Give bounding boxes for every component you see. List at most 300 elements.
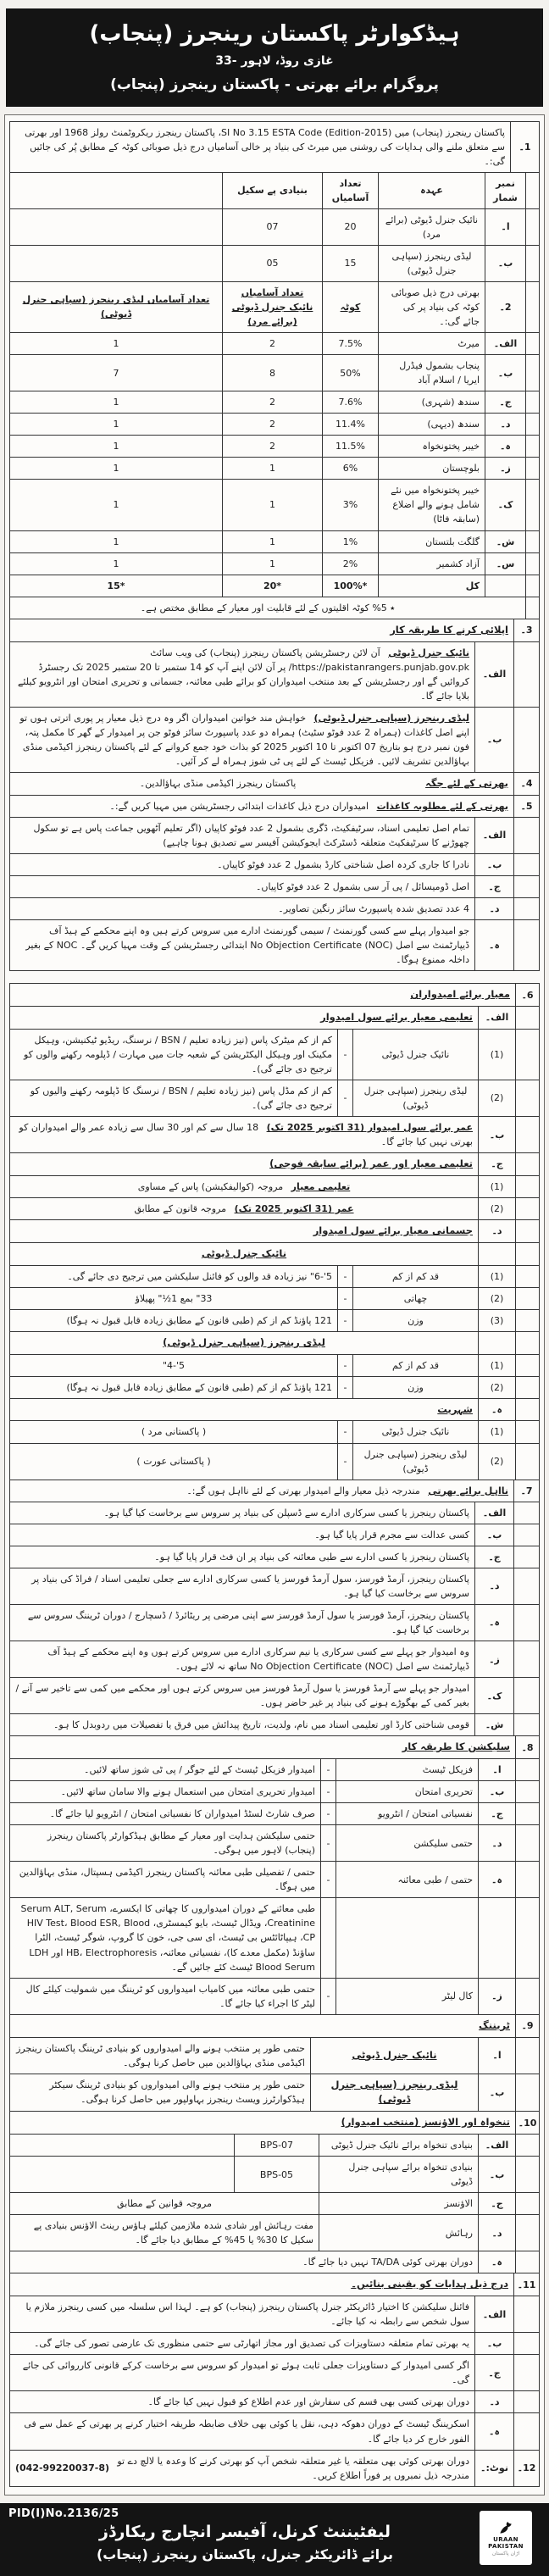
instruction-row — [10, 2355, 540, 2391]
quota-pct: 11.4% — [323, 414, 379, 436]
item-serial: الف۔ — [475, 641, 514, 707]
quota-pct: 2% — [323, 552, 379, 575]
empty-cell — [514, 920, 540, 971]
item-serial: د۔ — [475, 1568, 514, 1604]
empty-cell — [514, 1604, 540, 1641]
quota-pct: 3% — [323, 480, 379, 530]
quota-region: میرٹ — [379, 333, 485, 355]
item-text: پاکستان رینجرز، آرمڈ فورسز، سول آرمڈ فورسز یا کسی سرکاری ادارے سے جعلی تعلیمی اسناد / فراڈ کی بنیاد پر سروس سے برخاست کیا گیا ہو۔ — [10, 1568, 475, 1604]
pay-row — [10, 2135, 540, 2157]
place-text: پاکستان رینجرز اکیڈمی منڈی بہاؤالدین۔ — [139, 778, 297, 790]
minority-note — [10, 597, 526, 619]
item-text: خواہش مند خواتین امیدواران اگر وہ درج ذیل معیار پر پوری اترتی ہوں تو اپنے اصل کاغذات (ہمراہ 2 عدد فوٹو سٹیٹ) ہمراہ دو عدد پاسپورٹ سائز فوٹو جن پر امیدوار کے گھر کا مکمل پتہ، فون نمبر درج ہو بتاریخ 07 اکتوبر تا 10 اکتوبر 2025 کو بذات خود جمع کروانے کے لئے پاکستان رینجرز اکیڈمی منڈی بہاؤالدین تشریف لائیں۔ فزیکل ٹیسٹ کے لئے پی ٹی شوز ہمراہ لے کر آئیں۔ — [19, 712, 469, 767]
quota-serial: ج۔ — [485, 391, 526, 414]
post-row — [10, 245, 540, 281]
pay-text: مفت رہائش اور شادی شدہ ملازمین کیلئے ہاؤس رینٹ الاؤنس بنیادی پے سکیل کا 30% یا 45% کے مطابق دیا جائے گا۔ — [10, 2215, 319, 2251]
empty-cell — [514, 1568, 540, 1604]
criteria-row — [10, 1354, 540, 1376]
section-number: 10۔ — [516, 2112, 540, 2135]
empty-cell — [516, 1825, 540, 1862]
criteria-row — [10, 1309, 540, 1331]
criteria-label: قد کم از کم — [353, 1354, 479, 1376]
sub-serial: (1) — [479, 1265, 516, 1287]
quota-female: 1 — [10, 436, 223, 458]
allowances-row — [10, 2193, 540, 2215]
empty-cell — [516, 1759, 540, 1781]
item-text: وہ امیدوار جو پہلے سے کسی سرکاری یا نیم سرکاری ادارے میں سروس کرتے ہوں وہ اپنے محکمے کے ہیڈ آف ڈیپارٹمنٹ سے اصل No Objection Certificate (NOC) ساتھ نہ لائے ہوں۔ — [10, 1641, 475, 1678]
pay-text: مروجہ قوانین کے مطابق — [10, 2193, 319, 2215]
ineligibility-row — [10, 1568, 540, 1604]
posts-quota-table — [9, 172, 540, 619]
age-row — [10, 1117, 540, 1153]
section-title-cell — [10, 2014, 516, 2037]
quota-male: 1 — [223, 458, 323, 480]
empty-cell — [516, 1117, 540, 1153]
item-heading: تعلیمی معیار — [291, 1180, 351, 1192]
empty-cell — [514, 1546, 540, 1568]
empty-cell — [514, 2355, 540, 2391]
criteria-table — [9, 983, 540, 1480]
item-serial: ہ۔ — [475, 920, 514, 971]
empty-cell — [485, 575, 526, 597]
ineligibility-row — [10, 1714, 540, 1736]
subsection-title: جسمانی معیار برائے سول امیدوار — [313, 1224, 473, 1236]
selection-label: تحریری امتحان — [336, 1781, 479, 1803]
item-serial: ب۔ — [479, 1781, 516, 1803]
criteria-text: ( پاکستانی مرد ) — [10, 1421, 338, 1443]
criteria-label: نائیک جنرل ڈیوٹی — [353, 1029, 479, 1080]
section-number: 5۔ — [514, 795, 540, 817]
section-title: اپلائی کرنے کا طریقہ کار — [390, 623, 508, 636]
quota-pct: 11.5% — [323, 436, 379, 458]
selection-label: حتمی / طبی معائنہ — [336, 1862, 479, 1898]
quota-female: 1 — [10, 530, 223, 552]
selection-text: حتمی سلیکشن ہدایت اور معیار کے مطابق ہیڈکوارٹر پاکستان رینجرز (پنجاب) لاہور میں ہوگی۔ — [10, 1825, 321, 1862]
empty-cell — [516, 1265, 540, 1287]
item-serial: ہ۔ — [479, 2251, 516, 2273]
training-row — [10, 2037, 540, 2074]
empty-cell — [516, 1153, 540, 1176]
quota-row — [10, 530, 540, 552]
dash-separator: - — [338, 1376, 353, 1398]
empty-cell — [516, 1398, 540, 1421]
empty-cell — [479, 1898, 516, 1978]
item-text: پاکستان رینجرز یا کسی سرکاری ادارے سے ڈسپلن کی بنیاد پر سروس سے برخاست کیا گیا ہو۔ — [10, 1502, 475, 1524]
empty-cell — [516, 2037, 540, 2074]
post-row — [10, 208, 540, 245]
minority-note-text: 5% کوٹہ اقلیتوں کے لئے قابلیت اور معیار کے مطابق مختص ہے۔ — [140, 602, 387, 613]
empty-cell — [526, 391, 540, 414]
empty-cell — [526, 458, 540, 480]
recruitment-place-table — [9, 772, 540, 796]
item-serial: ج۔ — [479, 1153, 516, 1176]
section-title-cell — [10, 795, 514, 817]
note-table — [9, 2450, 540, 2487]
empty-cell — [514, 1524, 540, 1546]
item-text: تمام اصل تعلیمی اسناد، سرٹیفکیٹ، ڈگری بشمول 2 عدد فوٹو کاپیاں (اگر تعلیم آٹھویں جماعت پاس ہے تو سکول چھوڑنے کا سرٹیفکیٹ متعلقہ ڈسٹرکٹ ایجوکیشن آفیسر سے تصدیق ہونا چاہیے) — [10, 817, 475, 853]
sub-serial: (3) — [479, 1309, 516, 1331]
post-serial: ا۔ — [485, 208, 526, 245]
total-label: کل — [379, 575, 485, 597]
section-number: 9۔ — [516, 2014, 540, 2037]
section-title: سلیکشن کا طریقہ کار — [402, 1740, 510, 1753]
item-serial: ک۔ — [475, 1678, 514, 1714]
quota-row — [10, 480, 540, 530]
section-title-cell — [10, 1736, 516, 1759]
item-text: پاکستان رینجرز، آرمڈ فورسز یا سول آرمڈ فورسز سے اپنی مرضی پر ریٹائرڈ / ڈسچارج / دوران ٹریننگ سروس سے برخاست کیا گیا ہو۔ — [10, 1604, 475, 1641]
sub-serial: (2) — [479, 1287, 516, 1309]
item-serial: ب۔ — [475, 1524, 514, 1546]
signatory-title: لیفٹیننٹ کرنل، آفیسر انچارج ریکارڈز — [99, 2523, 391, 2542]
empty-cell — [10, 208, 223, 245]
item-serial: د۔ — [475, 2391, 514, 2413]
empty-cell — [526, 333, 540, 355]
empty-cell — [516, 2193, 540, 2215]
item-serial: ج۔ — [479, 2193, 516, 2215]
intro-table — [9, 121, 540, 173]
empty-cell — [526, 575, 540, 597]
item-text: یہ بھرتی تمام متعلقہ دستاویزات کی تصدیق اور مجاز اتھارٹی سے حتمی منظوری تک عارضی تصور کی جائے گی۔ — [10, 2333, 475, 2355]
ineligibility-row — [10, 1524, 540, 1546]
item-serial: ج۔ — [475, 2355, 514, 2391]
criteria-text: کم از کم میٹرک پاس (نیز زیادہ تعلیم / BSN / نرسنگ، ریڈیو ٹیکنیشن، وہیکل مکینک اور وہیکل الیکٹریشن کے شعبہ جات میں مہارت / ڈپلومہ رکھنے والوں کو ترجیح دی جائے گی)۔ — [10, 1029, 338, 1080]
pay-table — [9, 2111, 540, 2273]
physical-criteria-title — [10, 1220, 479, 1243]
quota-col-header: کوٹہ — [323, 281, 379, 332]
empty-cell — [514, 2333, 540, 2355]
subsection-title: تعلیمی معیار اور عمر (برائے سابقہ فوجی) — [269, 1158, 473, 1170]
selection-row — [10, 1759, 540, 1781]
quota-female: 1 — [10, 552, 223, 575]
item-text: کسی عدالت سے مجرم قرار پایا گیا ہو۔ — [10, 1524, 475, 1546]
pay-row — [10, 2157, 540, 2193]
total-male: 20* — [223, 575, 323, 597]
empty-cell — [516, 1309, 540, 1331]
dash-separator: - — [338, 1354, 353, 1376]
empty-cell — [479, 1242, 516, 1265]
total-row — [10, 575, 540, 597]
selection-label: کال لیٹر — [336, 1978, 479, 2014]
quota-pct: 50% — [323, 355, 379, 391]
dash-separator: - — [338, 1265, 353, 1287]
item-serial: ج۔ — [475, 875, 514, 897]
item-text: 4 عدد تصدیق شدہ پاسپورٹ سائز رنگین تصاویر۔ — [10, 897, 475, 919]
empty-cell — [516, 1443, 540, 1480]
empty-cell — [10, 172, 223, 208]
empty-cell — [514, 853, 540, 875]
section-intro: مندرجہ ذیل معیار والے امیدوار بھرتی کے لئے نااہل ہوں گے:۔ — [186, 1485, 420, 1496]
section-number: 8۔ — [516, 1736, 540, 1759]
empty-cell — [526, 355, 540, 391]
section-number: 4۔ — [514, 772, 540, 795]
empty-cell — [10, 2135, 235, 2157]
empty-cell — [526, 597, 540, 619]
sub-serial: (2) — [479, 1443, 516, 1480]
selection-text: امیدوار فزیکل ٹیسٹ کے لئے جوگر / پی ٹی شوز ساتھ لائیں۔ — [10, 1759, 321, 1781]
empty-cell — [514, 897, 540, 919]
post-serial: ب۔ — [485, 245, 526, 281]
item-serial: ا۔ — [479, 2037, 516, 2074]
empty-cell — [516, 1197, 540, 1219]
criteria-row — [10, 1197, 540, 1219]
empty-cell — [514, 2391, 540, 2413]
quota-serial: ک۔ — [485, 480, 526, 530]
dash-separator: - — [321, 1978, 336, 2014]
body-frame — [4, 114, 545, 2496]
ex-army-edu-cell — [10, 1175, 479, 1197]
subsection-title: شہریت — [437, 1402, 473, 1415]
training-text: حتمی طور پر منتخب ہونے والے امیدواروں کو بنیادی ٹریننگ پاکستان رینجرز اکیڈمی منڈی بہاؤالدین میں حاصل کرنا ہوگی۔ — [10, 2037, 311, 2074]
section-number: 3۔ — [514, 619, 540, 641]
pay-label: الاؤنسز — [319, 2193, 479, 2215]
asterisk-mark: ٭ — [390, 602, 396, 613]
ineligibility-row — [10, 1502, 540, 1524]
empty-cell — [526, 552, 540, 575]
criteria-label: وزن — [353, 1309, 479, 1331]
quota-pct: 7.5% — [323, 333, 379, 355]
note-cell — [10, 2450, 475, 2486]
section-title: نااہل برائے بھرتی — [428, 1485, 508, 1496]
dash-separator: - — [338, 1029, 353, 1080]
quota-serial: د۔ — [485, 414, 526, 436]
criteria-text: 5'-6" نیز زیادہ قد والوں کو فائنل سلیکشن میں ترجیح دی جائے گی۔ — [10, 1265, 338, 1287]
dash-separator: - — [321, 1781, 336, 1803]
section-number: 6۔ — [516, 984, 540, 1007]
section-title: ٹریننگ — [479, 2018, 510, 2031]
criteria-label: چھاتی — [353, 1287, 479, 1309]
ineligibility-row — [10, 1641, 540, 1678]
pay-label: بنیادی تنخواہ برائے سپاہی جنرل ڈیوٹی — [319, 2157, 479, 2193]
quota-serial: ز۔ — [485, 458, 526, 480]
item-serial: ب۔ — [479, 2157, 516, 2193]
intro-text: پاکستان رینجرز (پنجاب) میں SI No 3.15 ESTA Code (Edition-2015)، پاکستان رینجرز ریکروٹمنٹ رولز 1968 اور بھرتی سے متعلق ملنے والی ہدایات کی روشنی میں میرٹ کی بنیاد پر خالی آسامیاں درج ذیل صوبائی کوٹہ کے مطابق پُر کی جائیں گی:۔ — [10, 121, 511, 172]
selection-label: نفسیاتی امتحان / انٹرویو — [336, 1803, 479, 1825]
item-serial: ج۔ — [475, 1546, 514, 1568]
post-name: لیڈی رینجرز (سپاہی جنرل ڈیوٹی) — [379, 245, 485, 281]
sub-serial: (2) — [479, 1080, 516, 1116]
empty-cell — [516, 2135, 540, 2157]
male-col-header: تعداد آسامیاں نائیک جنرل ڈیوٹی (برائے مرد) — [223, 281, 323, 332]
item-heading: عمر برائے سول امیدوار (31 اکتوبر 2025 تک) — [266, 1122, 473, 1133]
item-text: پاکستان رینجرز یا کسی ادارے سے طبی معائنہ کی بنیاد پر ان فٹ قرار پایا گیا ہو۔ — [10, 1546, 475, 1568]
item-serial: ب۔ — [475, 707, 514, 772]
logo-text-line1: URAAN — [493, 2535, 518, 2543]
tada-row — [10, 2251, 540, 2273]
selection-row — [10, 1781, 540, 1803]
quota-female: 1 — [10, 458, 223, 480]
criteria-row — [10, 1443, 540, 1480]
item-serial: ہ۔ — [479, 1862, 516, 1898]
item-serial: الف۔ — [475, 817, 514, 853]
item-serial: ب۔ — [479, 2074, 516, 2112]
empty-cell — [516, 1803, 540, 1825]
item-text: جو امیدوار پہلے سے کسی گورنمنٹ / سیمی گورنمنٹ ادارے میں سروس کرتے ہیں وہ اپنے محکمے کے ہیڈ آف ڈیپارٹمنٹ سے اصل No Objection Certificate (NOC) ابتدائی رجسٹریشن کے وقت مہیا کریں گے۔ NOC کے بغیر داخلہ ممنوع ہوگا۔ — [10, 920, 475, 971]
item-text: 18 سال سے کم اور 30 سال سے زیادہ عمر والے امیدواران کو بھرتی نہیں کیا جائے گا۔ — [19, 1122, 473, 1148]
org-title: ہیڈکوارٹر پاکستان رینجرز (پنجاب) — [89, 21, 460, 47]
instruction-row — [10, 2333, 540, 2355]
quota-serial: الف۔ — [485, 333, 526, 355]
empty-cell — [516, 1287, 540, 1309]
quota-serial: س۔ — [485, 552, 526, 575]
item-text: آن لائن رجسٹریشن پاکستان رینجرز (پنجاب) کی ویب سائٹ https://pakistanrangers.punjab.gov.pk/ پر آن لائن اپنے آپ کو 14 ستمبر تا 20 ستمبر 2025 تک رجسٹرڈ کروائیں گے اور رجسٹریشن کے بعد منتخب امیدواران کو برائے طبی معائنہ، جسمانی و تحریری امتحان اور انٹرویو کیلئے بلایا جائے گا۔ — [17, 647, 469, 702]
selection-text: امیدوار تحریری امتحان میں استعمال ہونے والا سامان ساتھ لائیں۔ — [10, 1781, 321, 1803]
empty-cell — [516, 1978, 540, 2014]
ineligibility-row — [10, 1546, 540, 1568]
quota-male: 8 — [223, 355, 323, 391]
criteria-label: وزن — [353, 1376, 479, 1398]
criteria-text: 5'-4" — [10, 1354, 338, 1376]
dash-separator: - — [338, 1443, 353, 1480]
training-row — [10, 2074, 540, 2112]
quota-region: گلگت بلتستان — [379, 530, 485, 552]
empty-cell — [526, 172, 540, 208]
section-title-cell — [10, 1480, 514, 1502]
empty-cell — [516, 1242, 540, 1265]
subsection-title: تعلیمی معیار برائے سول امیدوار — [320, 1010, 473, 1023]
group-title: لیڈی رینجرز (سپاہی جنرل ڈیوٹی) — [163, 1335, 325, 1348]
sub-serial: (1) — [479, 1175, 516, 1197]
empty-cell — [526, 281, 540, 332]
quota-region: آزاد کشمیر — [379, 552, 485, 575]
item-text: اگر کسی امیدوار کے دستاویزات جعلی ثابت ہوئے تو امیدوار کو سروس سے برخاست کرکے قانونی کارروائی کی جائے گی۔ — [10, 2355, 475, 2391]
pay-scale-value: BPS-07 — [235, 2135, 319, 2157]
place-cell — [10, 772, 514, 795]
instruction-row — [10, 2296, 540, 2333]
document-row — [10, 853, 540, 875]
post-scale: 05 — [223, 245, 323, 281]
quota-female: 1 — [10, 391, 223, 414]
criteria-label: لیڈی رینجرز (سپاہی جنرل ڈیوٹی) — [353, 1080, 479, 1116]
item-text: اسکریننگ ٹیسٹ کے دوران دھوکہ دہی، نقل یا کوئی بھی خلاف ضابطہ طریقہ اختیار کرنے پر بھرتی کے عمل سے فی الفور خارج کر دیا جائے گا۔ — [10, 2413, 475, 2450]
section-title: تنخواہ اور الاؤنسز (منتخب امیدوار) — [341, 2116, 510, 2129]
report-phone-number: (042-99220037-8) — [15, 2462, 110, 2474]
item-serial: ز۔ — [479, 1978, 516, 2014]
dash-separator: - — [321, 1759, 336, 1781]
training-label — [311, 2037, 479, 2074]
quota-female: 7 — [10, 355, 223, 391]
empty-cell — [516, 1421, 540, 1443]
empty-cell — [516, 1354, 540, 1376]
item-text: دوران بھرتی کسی بھی قسم کی سفارش اور عدم اطلاع کو قبول نہیں کیا جائے گا۔ — [10, 2391, 475, 2413]
masthead — [6, 8, 543, 107]
criteria-row — [10, 1376, 540, 1398]
empty-cell — [516, 2074, 540, 2112]
item-serial: ز۔ — [475, 1641, 514, 1678]
item-serial: ب۔ — [475, 853, 514, 875]
criteria-row — [10, 1421, 540, 1443]
ineligibility-table — [9, 1480, 540, 1737]
section-number: 2۔ — [485, 281, 526, 332]
item-heading: لیڈی رینجرز (سپاہی جنرل ڈیوٹی) — [313, 712, 469, 724]
documents-table — [9, 795, 540, 971]
apply-row — [10, 641, 540, 707]
quota-region: خیبر پختونخواہ میں نئے شامل ہونے والے اضلاع (سابقہ فاٹا) — [379, 480, 485, 530]
quota-pct: 7.6% — [323, 391, 379, 414]
item-heading: نائیک جنرل ڈیوٹی — [388, 647, 469, 658]
item-serial: ش۔ — [475, 1714, 514, 1736]
medical-tests-row — [10, 1898, 540, 1978]
training-post: نائیک جنرل ڈیوٹی — [352, 2048, 437, 2061]
empty-cell — [514, 641, 540, 707]
age-cell — [10, 1117, 479, 1153]
note-text: دوران بھرتی کوئی بھی متعلقہ یا غیر متعلقہ شخص آپ کو بھرتی کرنے کا وعدہ یا لالچ دے تو مندرجہ ذیل نمبروں پر فوراً اطلاع کریں۔ — [117, 2455, 469, 2481]
section-title: درج ذیل ہدایات کو یقینی بنائیں۔ — [351, 2278, 508, 2290]
empty-cell — [514, 1678, 540, 1714]
criteria-text: ( پاکستانی عورت ) — [10, 1443, 338, 1480]
footer-bar — [0, 2503, 549, 2576]
quota-male: 2 — [223, 414, 323, 436]
quota-male: 1 — [223, 530, 323, 552]
dash-separator: - — [338, 1080, 353, 1116]
selection-label: حتمی سلیکشن — [336, 1825, 479, 1862]
section-title-cell — [10, 619, 514, 641]
selection-row — [10, 1978, 540, 2014]
quota-pct: 1% — [323, 530, 379, 552]
ineligibility-row — [10, 1604, 540, 1641]
quota-row — [10, 414, 540, 436]
criteria-text: 121 پاؤنڈ کم از کم (طبی قانون کے مطابق زیادہ قابل قبول نہ ہوگا) — [10, 1309, 338, 1331]
criteria-row — [10, 1175, 540, 1197]
item-serial: الف۔ — [475, 2296, 514, 2333]
sub-serial: (1) — [479, 1029, 516, 1080]
quota-region: سندھ (شہری) — [379, 391, 485, 414]
pay-scale-value: BPS-05 — [235, 2157, 319, 2193]
citizenship-title — [10, 1398, 479, 1421]
item-text: نادرا کا جاری کردہ اصل شناختی کارڈ بشمول 2 عدد فوٹو کاپیاں۔ — [10, 853, 475, 875]
training-table — [9, 2014, 540, 2112]
signatory-for: برائے ڈائریکٹر جنرل، پاکستان رینجرز (پنجاب) — [96, 2545, 394, 2562]
criteria-text: 121 پاؤنڈ کم از کم (طبی قانون کے مطابق زیادہ قابل قبول نہ ہوگا) — [10, 1376, 338, 1398]
item-serial: ب۔ — [475, 2333, 514, 2355]
edu-criteria-title — [10, 1006, 479, 1029]
criteria-label: نائیک جنرل ڈیوٹی — [353, 1421, 479, 1443]
empty-cell — [514, 2296, 540, 2333]
section-number: 7۔ — [514, 1480, 540, 1502]
col-header-serial: نمبر شمار — [485, 172, 526, 208]
section-title-cell — [10, 2112, 516, 2135]
quota-region: سندھ (دیہی) — [379, 414, 485, 436]
section-title: بھرتی کے لئے جگہ — [425, 776, 508, 789]
item-serial: د۔ — [479, 2215, 516, 2251]
quota-region: بلوچستان — [379, 458, 485, 480]
item-serial: الف۔ — [475, 1502, 514, 1524]
pay-text: دوران بھرتی کوئی TA/DA نہیں دیا جائے گا۔ — [10, 2251, 479, 2273]
section-title: بھرتی کے لئے مطلوبہ کاغذات — [376, 800, 508, 812]
instructions-table — [9, 2273, 540, 2450]
empty-cell — [514, 1714, 540, 1736]
quota-pct: 6% — [323, 458, 379, 480]
item-text: اصل ڈومیسائل / پی آر سی بشمول 2 عدد فوٹو کاپیاں۔ — [10, 875, 475, 897]
empty-cell — [516, 1862, 540, 1898]
quota-serial: ب۔ — [485, 355, 526, 391]
training-label — [311, 2074, 479, 2112]
selection-text: حتمی طبی معائنہ میں کامیاب امیدواروں کو ٹریننگ میں شمولیت کیلئے کال لیٹر کا اجراء کیا جائے گا۔ — [10, 1978, 321, 2014]
dash-separator: - — [338, 1287, 353, 1309]
pay-label: رہائش — [319, 2215, 479, 2251]
apply-method-table — [9, 619, 540, 773]
empty-cell — [479, 1331, 516, 1354]
medical-tests-text: طبی معائنے کے دوران امیدواروں کا چھاتی کا ایکسرے، Serum ALT, Serum Creatinine، ویڈال ٹیسٹ، بایو کیمسٹری، HIV Test، Blood ESR, Blood CP، ہیپاٹائٹس بی ٹیسٹ، ای سی جی، خون کا گروپ، شوگر ٹیسٹ، الٹرا ساؤنڈ (مکمل معدے کا)، نفسیاتی معائنہ، HB، Electrophoresis اور LDH Blood Serum ٹیسٹ کئے جائیں گے۔ — [10, 1898, 321, 1978]
item-serial: الف۔ — [479, 2135, 516, 2157]
document-row — [10, 875, 540, 897]
empty-cell — [516, 1376, 540, 1398]
group-title-cell — [10, 1242, 479, 1265]
empty-cell — [516, 2251, 540, 2273]
female-col-header: تعداد آسامیاں لیڈی رینجرز (سپاہی جنرل ڈیوٹی) — [10, 281, 223, 332]
item-serial: د۔ — [475, 897, 514, 919]
quota-female: 1 — [10, 333, 223, 355]
col-header-vacancies: تعداد آسامیاں — [323, 172, 379, 208]
